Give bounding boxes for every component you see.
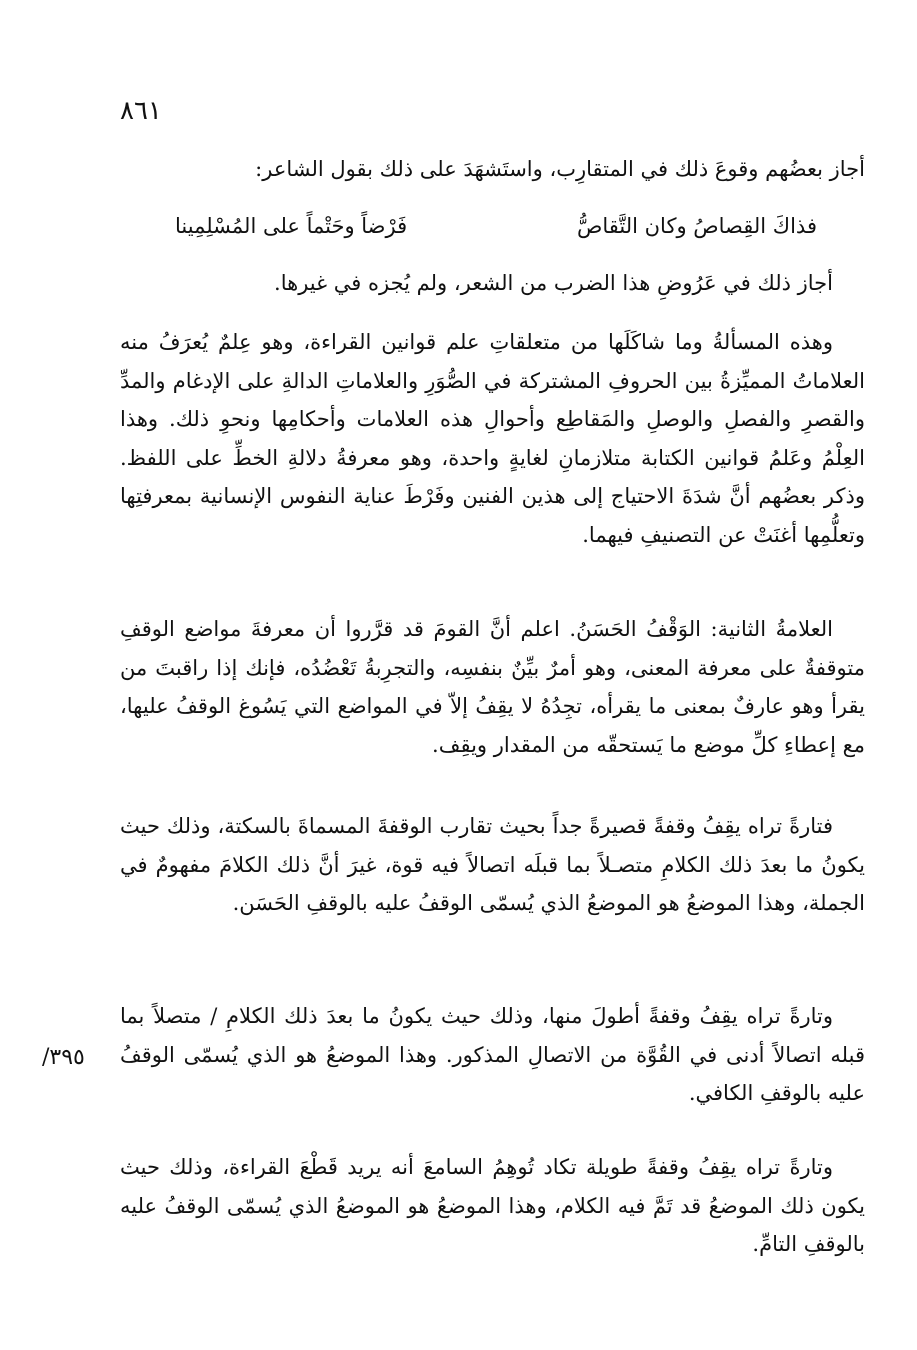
after-verse-text: أجاز ذلك في عَرُوضِ هذا الضرب من الشعر، ولم يُجزه في غيرها. <box>274 271 833 295</box>
paragraph-masala <box>120 323 865 554</box>
paragraph-short-pause <box>120 807 865 923</box>
paragraph-text: وتارةً تراه يقِفُ وقفةً طويلة تكاد تُوهِمُ السامعَ أنه يريد قَطْعَ القراءة، وذلك حيث يكون ذلك الموضعُ قد تَمَّ فيه الكلام، وهذا الموضعُ هو الموضعُ الذي يُسمّى الوقفُ عليه بالوقفِ التامِّ. <box>120 1155 865 1256</box>
paragraph-text: العلامةُ الثانية: الوَقْفُ الحَسَنُ. اعلم أنَّ القومَ قد قرَّروا أن معرفةَ مواضع الوقفِ متوقفةٌ على معرفة المعنى، وهو أمرٌ بيِّنٌ بنفسِه، والتجرِبةُ تَعْضُدُه، فإنك إذا راقبتَ من يقرأ وهو عارفٌ بمعنى ما يقرأه، تجِدُهُ لا يقِفُ إلاّ في المواضع التي يَسُوغ الوقفُ عليها، مع إعطاءِ كلِّ موضع ما يَستحقّه من المقدار ويقِف. <box>120 617 865 757</box>
paragraph-complete-pause <box>120 1148 865 1264</box>
paragraph-text: وتارةً تراه يقِفُ وقفةً أطولَ منها، وذلك حيث يكونُ ما بعدَ ذلك الكلامِ / متصلاً بما قبله اتصالاً أدنى في القُوَّة من الاتصالِ المذكور. وهذا الموضعُ هو الذي يُسمّى الوقفُ عليه بالوقفِ الكافي. <box>120 1004 865 1105</box>
page-number: ٨٦١ <box>120 96 162 126</box>
margin-page-reference: ٣٩٥/ <box>42 1045 85 1070</box>
intro-text: أجاز بعضُهم وقوعَ ذلك في المتقارِب، واستَشهَدَ على ذلك بقول الشاعر: <box>255 157 865 181</box>
verse-second-hemistich: فَرْضاً وحَتْماً على المُسْلِمِينا <box>175 214 408 238</box>
poetry-verse <box>175 206 817 246</box>
intro-paragraph <box>120 150 865 189</box>
paragraph-text: فتارةً تراه يقِفُ وقفةً قصيرةً جداً بحيث تقارب الوقفةَ المسماةَ بالسكتة، وذلك حيث يكونُ ما بعدَ ذلك الكلامِ متصـلاً بما قبلَه اتصالاً فيه قوة، غيرَ أنَّ ذلك الكلامَ مفهومٌ في الجملة، وهذا الموضعُ هو الموضعُ الذي يُسمّى الوقفُ عليه بالوقفِ الحَسَن. <box>120 814 865 915</box>
verse-first-hemistich: فذاكَ القِصاصُ وكان التَّقاصُّ <box>576 214 817 238</box>
paragraph-sufficient-pause <box>120 997 865 1113</box>
paragraph-text: وهذه المسألةُ وما شاكَلَها من متعلقاتِ علم قوانين القراءة، وهو عِلمٌ يُعرَفُ منه العلاماتُ المميِّزةُ بين الحروفِ المشتركة في الصُّوَرِ والعلاماتِ الدالةِ على الإدغام والمدِّ والقصرِ والفصلِ والوصلِ والمَقاطِع وأحوالِ هذه العلامات وأحكامِها ونحوِ ذلك. وهذا العِلْمُ وعَلمُ قوانين الكتابة متلازمانِ لغايةٍ واحدة، وهو معرفةُ دلالةِ الخطِّ على اللفظ. وذكر بعضُهم أنَّ شدَةَ الاحتياج إلى هذين الفنين وفَرْطَ عناية النفوس الإنسانية بمعرفتِها وتعلُّمِها أغنَتْ عن التصنيفِ فيهما. <box>120 330 865 547</box>
paragraph-second-sign <box>120 610 865 764</box>
after-verse-paragraph <box>120 264 865 303</box>
